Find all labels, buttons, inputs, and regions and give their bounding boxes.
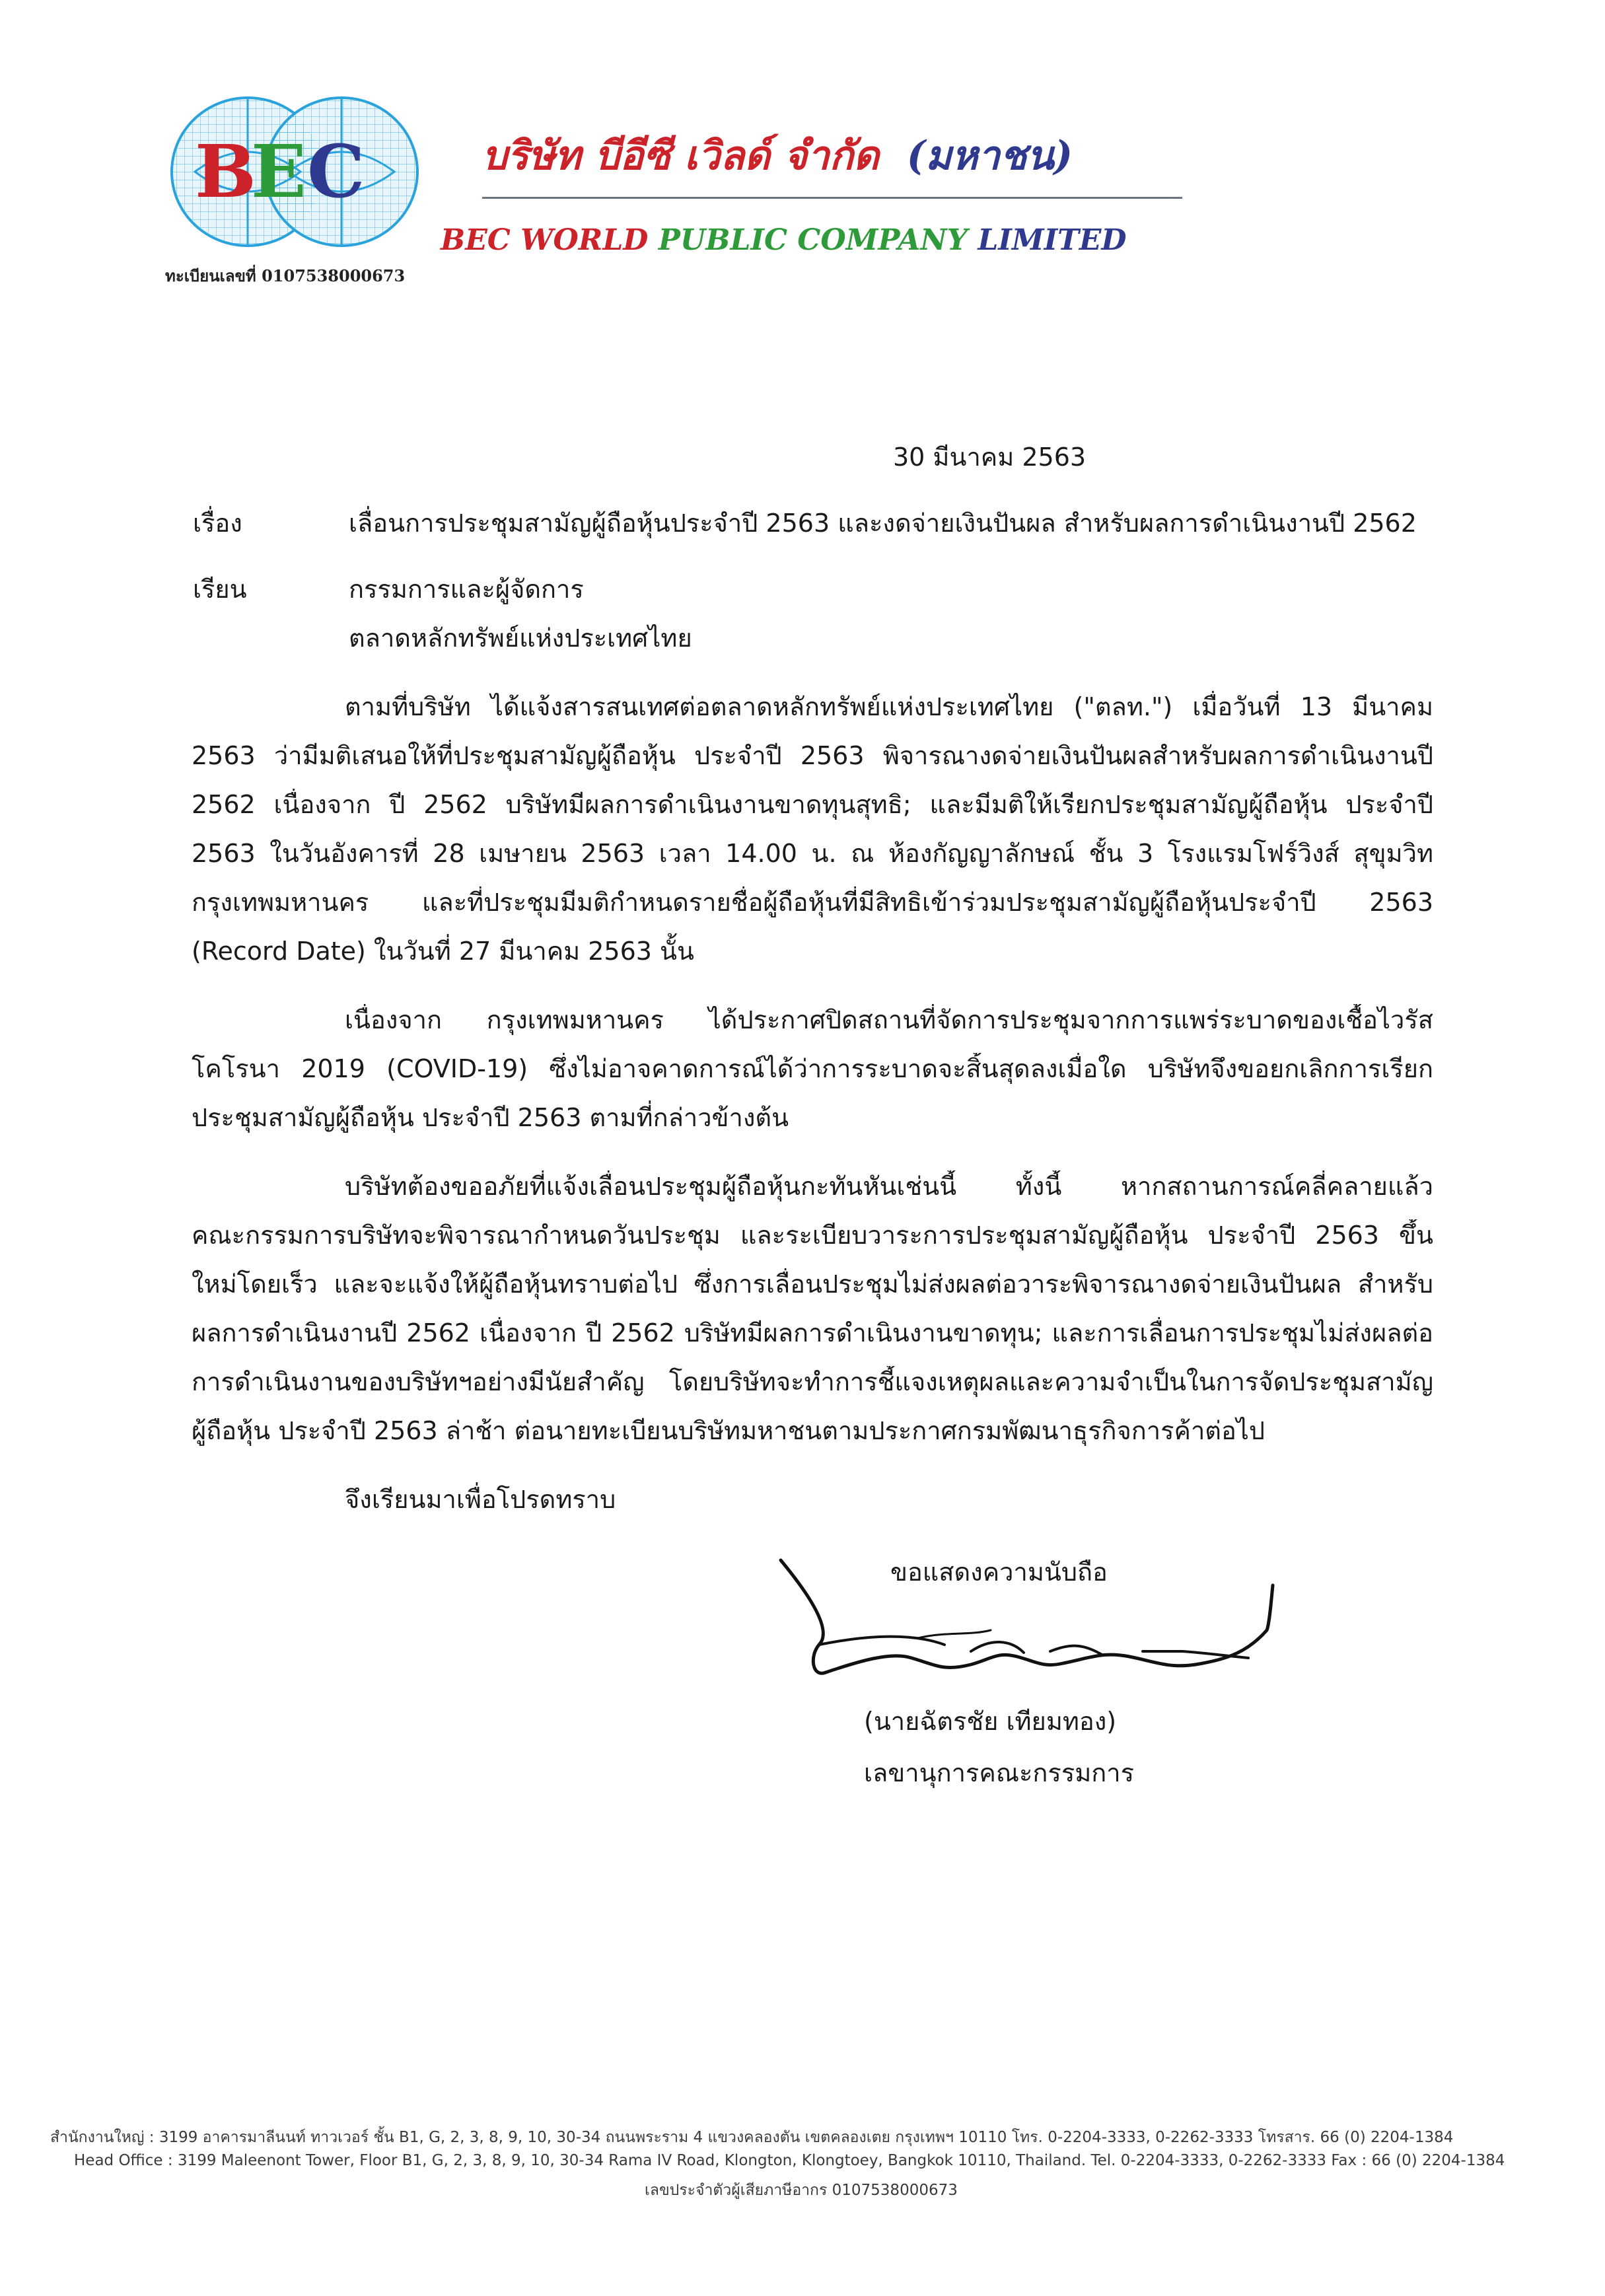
subject-label: เรื่อง [193, 509, 242, 538]
recipient-line-1: กรรมการและผู้จัดการ [349, 575, 584, 604]
para3-line: คณะกรรมการบริษัทจะพิจารณากำหนดวันประชุม และระเบียบวาระการประชุมสามัญผู้ถือหุ้น ประจำปี 2563 ขึ้น [192, 1221, 1433, 1250]
company-name-en-part1: BEC WORLD [441, 223, 649, 257]
bec-logo [168, 92, 419, 258]
para1-line: 2563 ว่ามีมติเสนอให้ที่ประชุมสามัญผู้ถือหุ้น ประจำปี 2563 พิจารณางดจ่ายเงินปันผลสำหรับผลการดำเนินงานปี [192, 741, 1433, 770]
letter-date: 30 มีนาคม 2563 [893, 443, 1087, 472]
footer-address-english: Head Office : 3199 Maleenont Tower, Floor B1, G, 2, 3, 8, 9, 10, 30-34 Rama IV Road, Klongton, Klongtoey, Bangkok 10110, Thailand. Tel. 0-2204-3333, 0-2262-3333 Fax : 66 (0) 2204-1384 [74, 2152, 1505, 2169]
signer-title: เลขานุการคณะกรรมการ [864, 1758, 1135, 1787]
para1-line: (Record Date) ในวันที่ 27 มีนาคม 2563 นั้น [192, 937, 694, 966]
para1-line: 2563 ในวันอังคารที่ 28 เมษายน 2563 เวลา 14.00 น. ณ ห้องกัญญาลักษณ์ ชั้น 3 โรงแรมโฟร์วิงส์ สุขุมวิท [192, 839, 1433, 868]
recipient-label: เรียน [193, 575, 247, 604]
para3-line: การดำเนินงานของบริษัทฯอย่างมีนัยสำคัญ โดยบริษัทจะทำการชี้แจงเหตุผลและความจำเป็นในการจัดประชุมสามัญ [192, 1367, 1433, 1396]
company-name-en-part3: LIMITED [978, 223, 1127, 257]
para2-line: ประชุมสามัญผู้ถือหุ้น ประจำปี 2563 ตามที่กล่าวข้างต้น [192, 1103, 789, 1132]
para2-line: โคโรนา 2019 (COVID-19) ซึ่งไม่อาจคาดการณ์ได้ว่าการระบาดจะสิ้นสุดลงเมื่อใด บริษัทจึงขอยกเลิกการเรียก [192, 1054, 1433, 1083]
svg-text:E: E [251, 129, 306, 214]
company-name-en-part2: PUBLIC COMPANY [658, 223, 968, 257]
company-name-thai-suffix: (มหาชน) [906, 133, 1073, 179]
para1-line: 2562 เนื่องจาก ปี 2562 บริษัทมีผลการดำเนินงานขาดทุนสุทธิ; และมีมติให้เรียกประชุมสามัญผู้ถือหุ้น ประจำปี [192, 790, 1433, 819]
para3-line: บริษัทต้องขออภัยที่แจ้งเลื่อนประชุมผู้ถือหุ้นกะทันหันเช่นนี้ ทั้งนี้ หากสถานการณ์คลี่คลายแล้ว [345, 1172, 1433, 1201]
company-name-thai-main: บริษัท บีอีซี เวิลด์ จำกัด [482, 133, 879, 179]
footer-address-thai: สำนักงานใหญ่ : 3199 อาคารมาลีนนท์ ทาวเวอร์ ชั้น B1, G, 2, 3, 8, 9, 10, 30-34 ถนนพระราม 4 แขวงคลองตัน เขตคลองเตย กรุงเทพฯ 10110 โทร. 0-2204-3333, 0-2262-3333 โทรสาร. 66 (0) 2204-1384 [50, 2129, 1454, 2146]
para3-line: ใหม่โดยเร็ว และจะแจ้งให้ผู้ถือหุ้นทราบต่อไป ซึ่งการเลื่อนประชุมไม่ส่งผลต่อวาระพิจารณางดจ่ายเงินปันผล สำหรับ [192, 1270, 1433, 1299]
svg-text:B: B [195, 129, 256, 214]
para3-line: ผลการดำเนินงานปี 2562 เนื่องจาก ปี 2562 บริษัทมีผลการดำเนินงานขาดทุน; และการเลื่อนการประชุมไม่ส่งผลต่อ [192, 1318, 1433, 1347]
registration-number: ทะเบียนเลขที่ 0107538000673 [165, 266, 406, 285]
company-name-thai [482, 124, 1073, 187]
svg-text:C: C [307, 129, 365, 214]
handwritten-signature [773, 1552, 1288, 1711]
para3-line: ผู้ถือหุ้น ประจำปี 2563 ล่าช้า ต่อนายทะเบียนบริษัทมหาชนตามประกาศกรมพัฒนาธุรกิจการค้าต่อไป [192, 1416, 1266, 1445]
signer-name: (นายฉัตรชัย เทียมทอง) [864, 1707, 1117, 1736]
letterhead-divider [482, 197, 1182, 199]
closing-line: จึงเรียนมาเพื่อโปรดทราบ [345, 1485, 616, 1514]
regards-line: ขอแสดงความนับถือ [890, 1558, 1108, 1587]
recipient-line-2: ตลาดหลักทรัพย์แห่งประเทศไทย [349, 624, 692, 653]
company-name-english [441, 223, 1127, 257]
para1-line: ตามที่บริษัท ได้แจ้งสารสนเทศต่อตลาดหลักทรัพย์แห่งประเทศไทย ("ตลท.") เมื่อวันที่ 13 มีนาคม [345, 692, 1433, 721]
para1-line: กรุงเทพมหานคร และที่ประชุมมีมติกำหนดรายชื่อผู้ถือหุ้นที่มีสิทธิเข้าร่วมประชุมสามัญผู้ถือหุ้นประจำปี 2563 [192, 888, 1433, 917]
subject-text: เลื่อนการประชุมสามัญผู้ถือหุ้นประจำปี 2563 และงดจ่ายเงินปันผล สำหรับผลการดำเนินงานปี 2562 [349, 509, 1417, 538]
para2-line: เนื่องจาก กรุงเทพมหานคร ได้ประกาศปิดสถานที่จัดการประชุมจากการแพร่ระบาดของเชื้อไวรัส [345, 1005, 1433, 1034]
footer-tax-id: เลขประจำตัวผู้เสียภาษีอากร 0107538000673 [645, 2182, 958, 2199]
